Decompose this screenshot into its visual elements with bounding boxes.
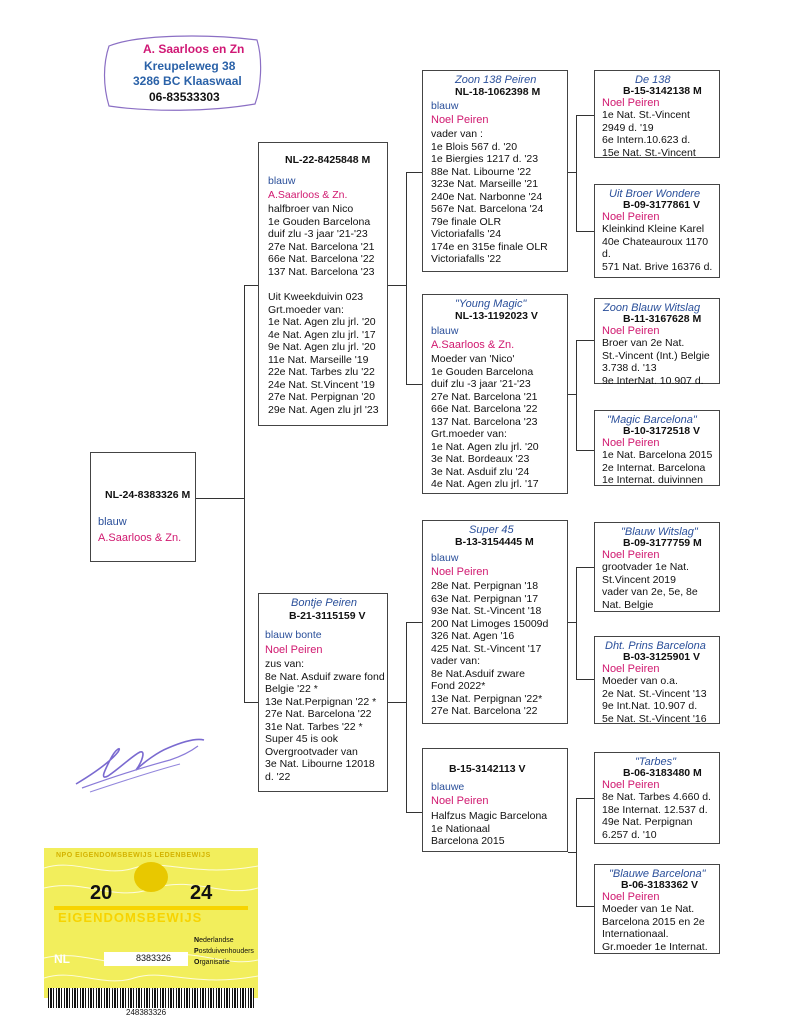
fmf-lines: Broer van 2e Nat. St.-Vincent (Int.) Belgie 3.738 d. '13 9e InterNat. 10.907 d. bbox=[602, 337, 710, 387]
mf-name: Super 45 bbox=[469, 524, 514, 536]
owner-street: Kreupeleweg 38 bbox=[144, 59, 236, 73]
fmm-name: "Magic Barcelona" bbox=[607, 414, 697, 426]
ff-lines: vader van : 1e Blois 567 d. '20 1e Biergies 1217 d. '23 88e Nat. Libourne '22 323e Nat. Marseille '21 240e Nat. Narbonne '24 567e Nat. Barcelona '24 79e finale OLR Victoriafalls '24 174e en 315e finale OLR Victoriafalls '22 bbox=[431, 128, 548, 265]
ggp-ffm-box bbox=[594, 184, 720, 278]
mother-name: Bontje Peiren bbox=[291, 597, 358, 609]
ggp-fmf-box bbox=[594, 298, 720, 387]
grandmother-paternal-box bbox=[422, 294, 568, 494]
mfm-ring: B-03-3125901 V bbox=[623, 651, 701, 663]
ff-name: Zoon 138 Peiren bbox=[455, 74, 537, 86]
fm-color: blauw bbox=[431, 325, 459, 337]
card-barcode-number: 248383326 bbox=[126, 1008, 167, 1017]
owner-city: 3286 BC Klaaswaal bbox=[133, 74, 242, 88]
ffm-breeder: Noel Peiren bbox=[602, 211, 660, 223]
fmm-lines: 1e Nat. Barcelona 2015 2e Internat. Barcelona 1e Internat. duivinnen bbox=[602, 449, 713, 486]
grandfather-paternal-box bbox=[422, 70, 568, 272]
subject-color: blauw bbox=[98, 516, 127, 528]
ff-ring: NL-18-1062398 M bbox=[455, 86, 541, 98]
father-box bbox=[258, 142, 388, 426]
father-color: blauw bbox=[268, 175, 296, 187]
mother-color: blauw bonte bbox=[265, 629, 322, 641]
fmf-name: Zoon Blauw Witslag bbox=[603, 302, 701, 314]
father-grandmother-lines: Uit Kweekduivin 023 Grt.moeder van: 1e Nat. Agen zlu jrl. '20 4e Nat. Agen zlu jrl. '17 9e Nat. Agen zlu jrl. '20 11e Nat. Marseille '19 22e Nat. Tarbes zlu '22 24e Nat. St.Vincent '19 27e Nat. Perpignan '20 29e Nat. Agen zlu jrl '23 bbox=[268, 291, 379, 416]
owner-name: A. Saarloos en Zn bbox=[143, 42, 245, 56]
mfm-breeder: Noel Peiren bbox=[602, 663, 660, 675]
mm-ring: B-15-3142113 V bbox=[449, 763, 526, 775]
mff-ring: B-09-3177759 M bbox=[623, 537, 702, 549]
grandfather-maternal-box bbox=[422, 520, 568, 724]
mmf-breeder: Noel Peiren bbox=[602, 779, 660, 791]
mfm-name: Dht. Prins Barcelona bbox=[605, 640, 706, 652]
card-year-left: 20 bbox=[90, 882, 113, 904]
mmf-name: "Tarbes" bbox=[635, 756, 677, 768]
ggp-mfm-box bbox=[594, 636, 720, 724]
ggp-mmf-box bbox=[594, 752, 720, 844]
mff-breeder: Noel Peiren bbox=[602, 549, 660, 561]
grandmother-maternal-box bbox=[422, 748, 568, 852]
father-breeder: A.Saarloos & Zn. bbox=[268, 189, 348, 201]
mfm-lines: Moeder van o.a. 2e Nat. St.-Vincent '13 9e Int.Nat. 10.907 d. 5e Nat. St.-Vincent '16 bbox=[602, 675, 707, 725]
mother-ring: B-21-3115159 V bbox=[289, 610, 366, 622]
ggp-mff-box bbox=[594, 522, 720, 612]
card-barcode bbox=[48, 988, 254, 1008]
ggp-fmm-box bbox=[594, 410, 720, 486]
mother-breeder: Noel Peiren bbox=[265, 644, 323, 656]
mmf-lines: 8e Nat. Tarbes 4.660 d. 18e Internat. 12.537 d. 49e Nat. Perpignan 6.257 d. '10 bbox=[602, 791, 711, 841]
mmm-breeder: Noel Peiren bbox=[602, 891, 660, 903]
mmm-lines: Moeder van 1e Nat. Barcelona 2015 en 2e Internationaal. Gr.moeder 1e Internat. bbox=[602, 903, 708, 953]
fmf-ring: B-11-3167628 M bbox=[623, 313, 702, 325]
card-title: EIGENDOMSBEWIJS bbox=[58, 910, 203, 925]
card-header: NPO EIGENDOMSBEWIJS LEDENBEWIJS bbox=[56, 852, 211, 859]
mf-color: blauw bbox=[431, 552, 459, 564]
fm-ring: NL-13-1192023 V bbox=[455, 310, 538, 322]
mf-breeder: Noel Peiren bbox=[431, 566, 489, 578]
mother-box bbox=[258, 593, 388, 792]
fmm-breeder: Noel Peiren bbox=[602, 437, 660, 449]
mf-ring: B-13-3154445 M bbox=[455, 536, 534, 548]
mm-lines: Halfzus Magic Barcelona 1e Nationaal Barcelona 2015 bbox=[431, 810, 548, 847]
father-lines: halfbroer van Nico 1e Gouden Barcelona duif zlu -3 jaar '21-'23 27e Nat. Barcelona '21 66e Nat. Barcelona '22 137 Nat. Barcelona '23 bbox=[268, 203, 375, 278]
ff-breeder: Noel Peiren bbox=[431, 114, 489, 126]
fmf-breeder: Noel Peiren bbox=[602, 325, 660, 337]
mm-color: blauwe bbox=[431, 781, 465, 793]
mother-lines: zus van: 8e Nat. Asduif zware fond Belgie '22 * 13e Nat.Perpignan '22 * 27e Nat. Barcelona '22 31e Nat. Tarbes '22 * Super 45 is ook Overgrootvader van 3e Nat. Libourne 12018 d. '22 bbox=[265, 658, 385, 783]
ff-color: blauw bbox=[431, 100, 459, 112]
fff-ring: B-15-3142138 M bbox=[623, 85, 702, 97]
ownership-card: NPO EIGENDOMSBEWIJS LEDENBEWIJS 20 24 EIGENDOMSBEWIJS NL 8383326 Nederlandse Postduivenhouders Organisatie 248383326 bbox=[44, 848, 258, 1020]
mmm-name: "Blauwe Barcelona" bbox=[609, 868, 706, 880]
fff-lines: 1e Nat. St.-Vincent 2949 d. '19 6e Intern.10.623 d. 15e Nat. St.-Vincent bbox=[602, 109, 696, 159]
father-ring: NL-22-8425848 M bbox=[285, 154, 371, 166]
mm-breeder: Noel Peiren bbox=[431, 795, 489, 807]
owner-stamp bbox=[99, 30, 265, 114]
fmm-ring: B-10-3172518 V bbox=[623, 425, 701, 437]
owner-phone: 06-83533303 bbox=[149, 90, 220, 104]
ggp-mmm-box bbox=[594, 864, 720, 954]
mff-name: "Blauw Witslag" bbox=[621, 526, 698, 538]
card-number: 8383326 bbox=[136, 953, 172, 963]
mmf-ring: B-06-3183480 M bbox=[623, 767, 702, 779]
fm-lines: Moeder van 'Nico' 1e Gouden Barcelona duif zlu -3 jaar '21-'23 27e Nat. Barcelona '21 66e Nat. Barcelona '22 137 Nat. Barcelona '23 Grt.moeder van: 1e Nat. Agen zlu jrl. '20 3e Nat. Bordeaux '23 3e Nat. Asduif zlu '24 4e Nat. Agen zlu jrl. '17 bbox=[431, 353, 539, 490]
mf-lines: 28e Nat. Perpignan '18 63e Nat. Perpignan '17 93e Nat. St.-Vincent '18 200 Nat Limoges 15009d 326 Nat. Agen '16 425 Nat. St.-Vincent '17 vader van: 8e Nat.Asduif zware Fond 2022* 13e Nat. Perpignan '22* 27e Nat. Barcelona '22 bbox=[431, 580, 549, 717]
card-nl: NL bbox=[54, 952, 70, 966]
card-year-right: 24 bbox=[190, 882, 213, 904]
ffm-lines: Kleinkind Kleine Karel 40e Chateauroux 1170 d. 571 Nat. Brive 16376 d. bbox=[602, 223, 713, 273]
mff-lines: grootvader 1e Nat. St.Vincent 2019 vader van 2e, 5e, 8e Nat. Belgie bbox=[602, 561, 698, 611]
signature bbox=[70, 722, 210, 802]
subject-breeder: A.Saarloos & Zn. bbox=[98, 532, 182, 544]
fm-name: "Young Magic" bbox=[455, 298, 527, 310]
ffm-ring: B-09-3177861 V bbox=[623, 199, 701, 211]
fff-name: De 138 bbox=[635, 74, 671, 86]
subject-box bbox=[90, 452, 196, 562]
subject-ring: NL-24-8383326 M bbox=[105, 489, 191, 501]
ggp-fff-box bbox=[594, 70, 720, 158]
fm-breeder: A.Saarloos & Zn. bbox=[431, 339, 515, 351]
ffm-name: Uit Broer Wondere bbox=[609, 188, 701, 200]
fff-breeder: Noel Peiren bbox=[602, 97, 660, 109]
card-emblem bbox=[134, 862, 168, 892]
mmm-ring: B-06-3183362 V bbox=[621, 879, 699, 891]
